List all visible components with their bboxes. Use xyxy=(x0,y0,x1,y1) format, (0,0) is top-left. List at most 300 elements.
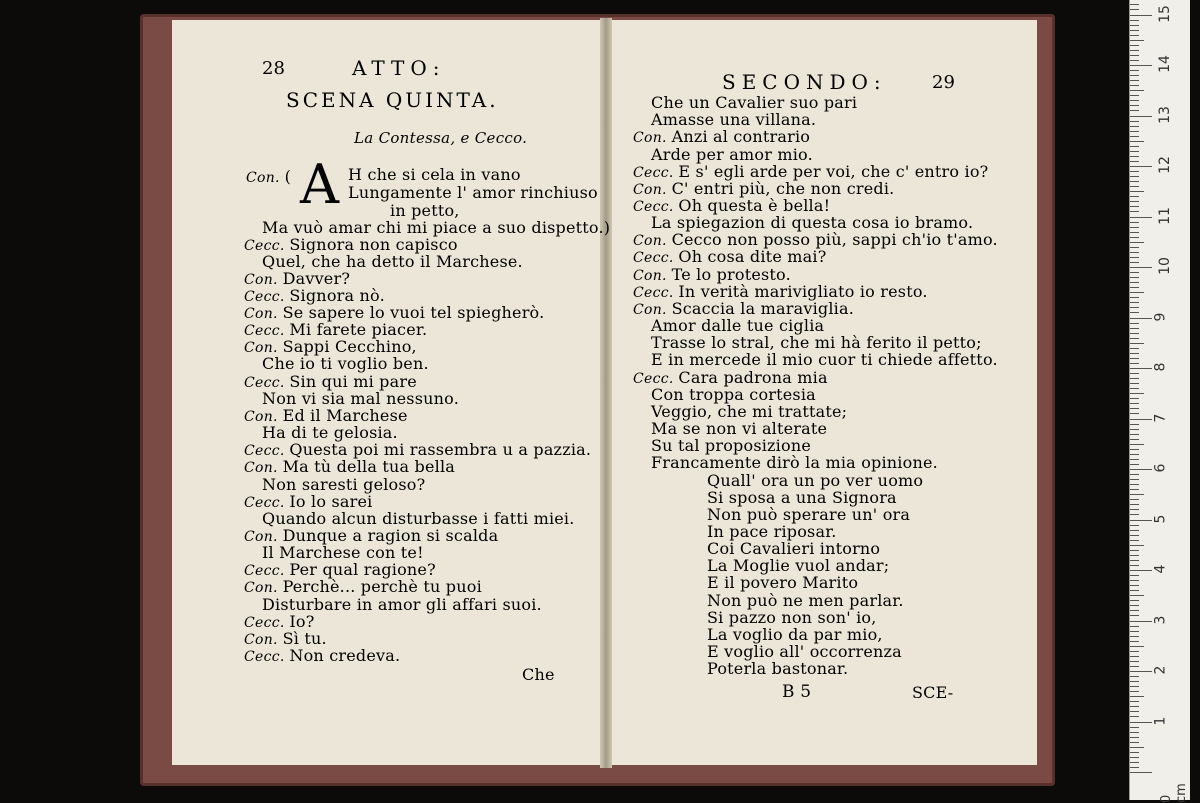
measurement-ruler xyxy=(1129,0,1190,803)
ruler-tick xyxy=(1130,696,1144,697)
ruler-tick xyxy=(1130,459,1139,460)
ruler-tick xyxy=(1130,141,1144,142)
line-text: Oh questa è bella! xyxy=(678,196,831,215)
ruler-tick xyxy=(1130,439,1139,440)
text-line xyxy=(651,386,816,403)
ruler-tick xyxy=(1130,363,1139,364)
ruler-tick xyxy=(1130,30,1139,31)
ruler-tick xyxy=(1130,737,1139,738)
ruler-label: 11 xyxy=(1156,206,1173,225)
text-line xyxy=(262,510,575,527)
ruler-tick xyxy=(1130,262,1139,263)
ruler-tick xyxy=(1130,464,1139,465)
ruler-tick xyxy=(1130,80,1139,81)
line-text: E il povero Marito xyxy=(707,573,859,592)
line-text: Io? xyxy=(289,612,315,631)
ruler-tick xyxy=(1130,15,1152,16)
ruler-tick xyxy=(1130,484,1139,485)
line-text: Sì tu. xyxy=(282,629,327,648)
line-text: Quando alcun disturbasse i fatti miei. xyxy=(262,509,575,528)
text-line xyxy=(262,219,610,236)
ruler-label: 7 xyxy=(1152,413,1169,422)
ruler-tick xyxy=(1130,656,1139,657)
right-page-number: 29 xyxy=(932,72,955,93)
ruler-label: 5 xyxy=(1152,514,1169,523)
ruler-tick xyxy=(1130,45,1139,46)
ruler-tick xyxy=(1130,636,1139,637)
ruler-tick xyxy=(1130,631,1139,632)
ruler-tick xyxy=(1130,641,1139,642)
ruler-tick xyxy=(1130,282,1139,283)
ruler-tick xyxy=(1130,525,1139,526)
text-line xyxy=(651,334,982,351)
speaker-label: Con. xyxy=(633,302,672,318)
ruler-tick xyxy=(1130,560,1139,561)
ruler-tick xyxy=(1130,232,1139,233)
line-text: E in mercede il mio cuor ti chiede affetto. xyxy=(651,350,998,369)
line-text: Se sapere lo vuoi tel spiegherò. xyxy=(282,303,545,322)
ruler-tick xyxy=(1130,413,1139,414)
ruler-tick xyxy=(1130,621,1152,622)
line-text: Che io ti voglio ben. xyxy=(262,354,429,373)
ruler-tick xyxy=(1130,747,1144,748)
ruler-tick xyxy=(1130,35,1139,36)
speaker-label: Cecc. xyxy=(633,199,679,215)
line-text: Lungamente l' amor rinchiuso xyxy=(348,183,598,202)
speaker-label: Con. xyxy=(244,460,283,476)
text-line xyxy=(246,168,291,187)
ruler-tick xyxy=(1130,429,1139,430)
ruler-tick xyxy=(1130,65,1152,66)
ruler-tick xyxy=(1130,343,1144,344)
drop-capital: A xyxy=(300,153,339,216)
speaker-label: Cecc. xyxy=(244,375,290,391)
ruler-tick xyxy=(1130,358,1139,359)
text-line xyxy=(262,355,429,372)
speaker-label: Cecc. xyxy=(633,285,679,301)
ruler-tick xyxy=(1130,520,1152,521)
line-text: C' entri più, che non credi. xyxy=(671,179,895,198)
ruler-tick xyxy=(1130,25,1139,26)
text-line xyxy=(707,523,837,540)
speaker-label: Con. xyxy=(244,632,283,648)
line-text: E s' egli arde per voi, che c' entro io? xyxy=(678,162,989,181)
ruler-tick xyxy=(1130,666,1139,667)
line-text: Signora nò. xyxy=(289,286,385,305)
text-line xyxy=(707,660,848,677)
ruler-tick xyxy=(1130,772,1152,773)
speaker-label: Cecc. xyxy=(244,238,290,254)
ruler-tick xyxy=(1130,762,1139,763)
left-catchword: Che xyxy=(522,665,555,684)
ruler-tick xyxy=(1130,509,1139,510)
ruler-tick xyxy=(1130,550,1139,551)
ruler-tick xyxy=(1130,242,1144,243)
line-text: Cecco non posso più, sappi ch'io t'amo. xyxy=(671,230,998,249)
line-text: Non credeva. xyxy=(289,646,401,665)
ruler-tick xyxy=(1130,191,1144,192)
ruler-tick xyxy=(1130,287,1139,288)
ruler-tick xyxy=(1130,186,1139,187)
ruler-tick xyxy=(1130,353,1139,354)
ruler-tick xyxy=(1130,131,1139,132)
line-text: Ma se non vi alterate xyxy=(651,419,828,438)
ruler-tick xyxy=(1130,434,1139,435)
ruler-label: 1 xyxy=(1152,716,1169,725)
ruler-label: 15 xyxy=(1156,4,1173,23)
ruler-tick xyxy=(1130,312,1139,313)
ruler-tick xyxy=(1130,333,1139,334)
ruler-tick xyxy=(1130,121,1139,122)
ruler-tick xyxy=(1130,661,1139,662)
line-text: Anzi al contrario xyxy=(671,127,811,146)
ruler-tick xyxy=(1130,626,1139,627)
ruler-tick xyxy=(1130,474,1139,475)
text-line xyxy=(262,476,425,493)
text-line xyxy=(262,390,459,407)
ruler-tick xyxy=(1130,454,1139,455)
ruler-tick xyxy=(1130,206,1139,207)
speaker-label: Cecc. xyxy=(244,615,290,631)
ruler-label: 14 xyxy=(1156,55,1173,73)
ruler-tick xyxy=(1130,701,1139,702)
text-line xyxy=(707,472,923,489)
text-line xyxy=(707,557,889,574)
ruler-tick xyxy=(1130,499,1139,500)
ruler-tick xyxy=(1130,393,1144,394)
speaker-label: Con. xyxy=(244,409,283,425)
ruler-tick xyxy=(1130,9,1139,10)
ruler-tick xyxy=(1130,716,1139,717)
line-text: Ed il Marchese xyxy=(282,406,408,425)
text-line xyxy=(707,609,877,626)
ruler-tick xyxy=(1130,110,1139,111)
line-text: Davver? xyxy=(282,269,351,288)
ruler-tick xyxy=(1130,767,1139,768)
right-running-head: SECONDO: xyxy=(722,70,887,94)
line-text: Per qual ragione? xyxy=(289,560,436,579)
ruler-tick xyxy=(1130,126,1139,127)
ruler-tick xyxy=(1130,600,1139,601)
ruler-tick xyxy=(1130,252,1139,253)
speaker-label: Cecc. xyxy=(244,495,290,511)
line-text: La Moglie vuol andar; xyxy=(707,556,890,575)
ruler-tick xyxy=(1130,50,1139,51)
ruler-tick xyxy=(1130,277,1139,278)
line-text: ( xyxy=(284,167,292,186)
ruler-tick xyxy=(1130,752,1139,753)
line-text: E voglio all' occorrenza xyxy=(707,642,902,661)
text-line xyxy=(390,202,460,219)
ruler-label: 4 xyxy=(1152,564,1169,574)
line-text: Veggio, che mi trattate; xyxy=(651,402,848,421)
text-line xyxy=(651,94,857,111)
ruler-tick xyxy=(1130,272,1139,273)
line-text: Sin qui mi pare xyxy=(289,372,417,391)
ruler-unit-label: 0 cm xyxy=(1159,783,1189,803)
ruler-tick xyxy=(1130,328,1139,329)
text-line xyxy=(651,351,998,368)
book-spine xyxy=(600,18,612,768)
speaker-label: Con. xyxy=(633,182,672,198)
text-line xyxy=(651,437,811,454)
text-line xyxy=(707,506,910,523)
ruler-label: 10 xyxy=(1156,257,1173,275)
ruler-tick xyxy=(1130,60,1139,61)
ruler-tick xyxy=(1130,267,1152,268)
ruler-tick xyxy=(1130,691,1139,692)
ruler-tick xyxy=(1130,514,1139,515)
ruler-label: 8 xyxy=(1152,362,1169,372)
line-text: Il Marchese con te! xyxy=(262,543,424,562)
scene-characters: La Contessa, e Cecco. xyxy=(354,129,528,147)
text-line xyxy=(651,420,827,437)
speaker-label: Con. xyxy=(633,233,672,249)
line-text: Amor dalle tue ciglia xyxy=(651,316,825,335)
ruler-tick xyxy=(1130,201,1139,202)
ruler-tick xyxy=(1130,646,1144,647)
line-text: Quall' ora un po ver uomo xyxy=(707,471,924,490)
ruler-tick xyxy=(1130,302,1139,303)
ruler-tick xyxy=(1130,227,1139,228)
text-line xyxy=(262,424,398,441)
line-text: Ha di te gelosia. xyxy=(262,423,398,442)
ruler-tick xyxy=(1130,494,1144,495)
line-text: Che un Cavalier suo pari xyxy=(651,93,858,112)
line-text: Signora non capisco xyxy=(289,235,458,254)
ruler-tick xyxy=(1130,378,1139,379)
text-line xyxy=(707,540,880,557)
speaker-label: Cecc. xyxy=(633,371,679,387)
line-text: Perchè... perchè tu puoi xyxy=(282,577,482,596)
signature-mark: B 5 xyxy=(782,682,812,702)
ruler-tick xyxy=(1130,742,1139,743)
ruler-tick xyxy=(1130,504,1139,505)
ruler-tick xyxy=(1130,383,1139,384)
speaker-label: Con. xyxy=(633,130,672,146)
line-text: Su tal proposizione xyxy=(651,436,812,455)
speaker-label: Con. xyxy=(244,529,283,545)
ruler-tick xyxy=(1130,722,1152,723)
line-text: La voglio da par mio, xyxy=(707,625,883,644)
speaker-label: Cecc. xyxy=(633,165,679,181)
ruler-tick xyxy=(1130,676,1139,677)
ruler-tick xyxy=(1130,706,1139,707)
ruler-tick xyxy=(1130,424,1139,425)
speaker-label: Con. xyxy=(244,580,283,596)
line-text: Sappi Cecchino, xyxy=(282,337,417,356)
line-text: Te lo protesto. xyxy=(671,265,791,284)
line-text: Ma tù della tua bella xyxy=(282,457,456,476)
text-line xyxy=(707,643,902,660)
speaker-label: Con. xyxy=(244,272,283,288)
ruler-tick xyxy=(1130,651,1139,652)
text-line xyxy=(651,111,816,128)
left-page-number: 28 xyxy=(262,58,285,79)
ruler-tick xyxy=(1130,292,1144,293)
ruler-tick xyxy=(1130,575,1139,576)
ruler-tick xyxy=(1130,732,1139,733)
ruler-tick xyxy=(1130,419,1152,420)
ruler-tick xyxy=(1130,171,1139,172)
ruler-tick xyxy=(1130,136,1139,137)
line-text: La spiegazion di questa cosa io bramo. xyxy=(651,213,974,232)
line-text: In pace riposar. xyxy=(707,522,837,541)
line-text: Amasse una villana. xyxy=(651,110,817,129)
line-text: Coi Cavalieri intorno xyxy=(707,539,881,558)
speaker-label: Con. xyxy=(246,170,285,186)
ruler-tick xyxy=(1130,95,1139,96)
ruler-tick xyxy=(1130,681,1139,682)
text-line xyxy=(262,544,424,561)
text-line xyxy=(651,146,813,163)
ruler-tick xyxy=(1130,686,1139,687)
ruler-tick xyxy=(1130,469,1152,470)
ruler-tick xyxy=(1130,70,1139,71)
line-text: Cara padrona mia xyxy=(678,368,828,387)
line-text: Io lo sarei xyxy=(289,492,373,511)
ruler-tick xyxy=(1130,373,1139,374)
line-text: Si sposa a una Signora xyxy=(707,488,897,507)
line-text: Arde per amor mio. xyxy=(651,145,813,164)
ruler-tick xyxy=(1130,605,1139,606)
ruler-tick xyxy=(1130,671,1152,672)
ruler-tick xyxy=(1130,146,1139,147)
text-line xyxy=(651,454,938,471)
ruler-tick xyxy=(1130,217,1152,218)
line-text: Con troppa cortesia xyxy=(651,385,816,404)
ruler-tick xyxy=(1130,711,1139,712)
line-text: Francamente dirò la mia opinione. xyxy=(651,453,938,472)
ruler-label: 12 xyxy=(1156,156,1173,174)
line-text: Quel, che ha detto il Marchese. xyxy=(262,252,523,271)
speaker-label: Cecc. xyxy=(244,649,290,665)
ruler-tick xyxy=(1130,530,1139,531)
speaker-label: Cecc. xyxy=(244,563,290,579)
line-text: Si pazzo non son' io, xyxy=(707,608,877,627)
text-line xyxy=(707,574,858,591)
text-line xyxy=(707,592,904,609)
ruler-tick xyxy=(1130,237,1139,238)
ruler-tick xyxy=(1130,257,1139,258)
text-line xyxy=(707,626,883,643)
speaker-label: Con. xyxy=(244,306,283,322)
text-line xyxy=(244,647,400,666)
ruler-tick xyxy=(1130,545,1144,546)
ruler-tick xyxy=(1130,585,1139,586)
ruler-tick xyxy=(1130,398,1139,399)
ruler-tick xyxy=(1130,580,1139,581)
ruler-tick xyxy=(1130,156,1139,157)
ruler-tick xyxy=(1130,161,1139,162)
ruler-tick xyxy=(1130,100,1139,101)
line-text: Non può sperare un' ora xyxy=(707,505,911,524)
ruler-tick xyxy=(1130,388,1139,389)
ruler-tick xyxy=(1130,595,1144,596)
ruler-tick xyxy=(1130,247,1139,248)
ruler-tick xyxy=(1130,85,1139,86)
ruler-tick xyxy=(1130,479,1139,480)
ruler-tick xyxy=(1130,323,1139,324)
ruler-tick xyxy=(1130,105,1139,106)
ruler-tick xyxy=(1130,570,1152,571)
speaker-label: Cecc. xyxy=(244,443,290,459)
ruler-tick xyxy=(1130,610,1139,611)
ruler-tick xyxy=(1130,489,1139,490)
line-text: Questa poi mi rassembra u a pazzia. xyxy=(289,440,592,459)
ruler-tick xyxy=(1130,565,1139,566)
ruler-tick xyxy=(1130,540,1139,541)
ruler-tick xyxy=(1130,75,1139,76)
line-text: Ma vuò amar chi mi piace a suo dispetto.) xyxy=(262,218,611,237)
line-text: Non può ne men parlar. xyxy=(707,591,904,610)
ruler-tick xyxy=(1130,297,1139,298)
ruler-tick xyxy=(1130,90,1144,91)
left-running-head: ATTO: xyxy=(352,56,446,80)
text-line xyxy=(707,489,897,506)
ruler-tick xyxy=(1130,4,1139,5)
ruler-tick xyxy=(1130,535,1139,536)
ruler-label: 3 xyxy=(1152,615,1169,624)
line-text: Non saresti geloso? xyxy=(262,475,426,494)
text-line xyxy=(348,166,521,183)
line-text: Oh cosa dite mai? xyxy=(678,247,827,266)
text-line xyxy=(348,184,598,201)
text-line xyxy=(651,317,824,334)
ruler-tick xyxy=(1130,757,1139,758)
text-line xyxy=(651,214,973,231)
ruler-tick xyxy=(1130,590,1139,591)
ruler-tick xyxy=(1130,166,1152,167)
line-text: Trasse lo stral, che mi hà ferito il petto; xyxy=(651,333,982,352)
ruler-tick xyxy=(1130,368,1152,369)
ruler-tick xyxy=(1130,727,1139,728)
line-text: Scaccia la maraviglia. xyxy=(671,299,854,318)
text-line xyxy=(262,596,542,613)
line-text: H che si cela in vano xyxy=(348,165,521,184)
ruler-tick xyxy=(1130,55,1139,56)
line-text: Disturbare in amor gli affari suoi. xyxy=(262,595,542,614)
ruler-label: 2 xyxy=(1152,665,1169,675)
ruler-tick xyxy=(1130,555,1139,556)
ruler-tick xyxy=(1130,318,1152,319)
line-text: Non vi sia mal nessuno. xyxy=(262,389,459,408)
speaker-label: Cecc. xyxy=(244,289,290,305)
ruler-tick xyxy=(1130,408,1139,409)
speaker-label: Con. xyxy=(244,340,283,356)
ruler-tick xyxy=(1130,444,1144,445)
ruler-tick xyxy=(1130,338,1139,339)
line-text: in petto, xyxy=(390,201,460,220)
ruler-tick xyxy=(1130,222,1139,223)
ruler-tick xyxy=(1130,211,1139,212)
ruler-tick xyxy=(1130,449,1139,450)
scene-title: SCENA QUINTA. xyxy=(286,88,499,112)
line-text: Poterla bastonar. xyxy=(707,659,849,678)
line-text: Dunque a ragion si scalda xyxy=(282,526,499,545)
ruler-tick xyxy=(1130,151,1139,152)
ruler-tick xyxy=(1130,20,1139,21)
speaker-label: Cecc. xyxy=(633,250,679,266)
right-catchword: SCE- xyxy=(912,683,954,702)
ruler-tick xyxy=(1130,348,1139,349)
ruler-tick xyxy=(1130,181,1139,182)
line-text: Mi farete piacer. xyxy=(289,320,428,339)
line-text: In verità marivigliato io resto. xyxy=(678,282,928,301)
ruler-label: 13 xyxy=(1156,105,1173,124)
ruler-tick xyxy=(1130,307,1139,308)
text-line xyxy=(651,403,847,420)
